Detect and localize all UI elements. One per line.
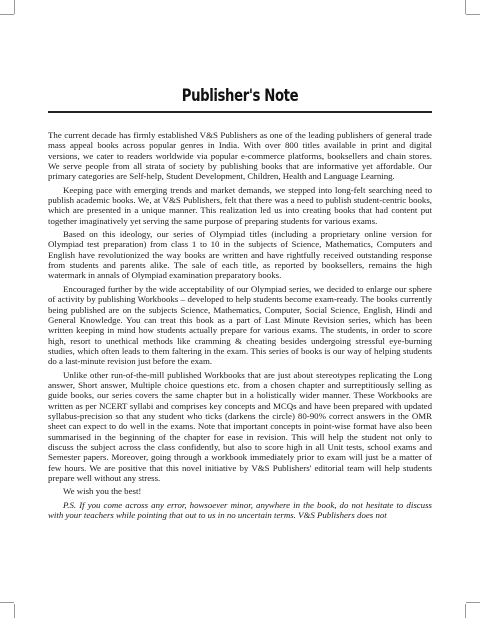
paragraph-olympiad-series: Based on this ideology, our series of Olympiad titles (including a proprietary online version for Olympiad test preparation) from class 1 to 10 in the subjects of Science, Mathematics, Computers and English have revolutionized the way books are written and have rightfully received outstanding response from students and parents alike. The sale of each title, as reported by booksellers, remains the high watermark in annals of Olympiad examination preparatory books. xyxy=(48,229,432,281)
crop-mark-top-left xyxy=(14,0,15,14)
note-body xyxy=(48,130,432,523)
paragraph-intro: The current decade has firmly established V&S Publishers as one of the leading publishers of general trade mass appeal books across popular genres in India. With over 800 titles available in print and digital versions, we cater to readers worldwide via popular e-commerce platforms, booksellers and chain stores. We serve people from all strata of society by publishing books that are informative yet affordable. Our primary categories are Self-help, Student Development, Children, Health and Language Learning. xyxy=(48,130,432,182)
paragraph-workbooks: Encouraged further by the wide acceptability of our Olympiad series, we decided to enlarge our sphere of activity by publishing Workbooks – developed to help students become exam-ready. The books currently being published are on the subjects Science, Mathematics, Computer, Social Science, English, Hindi and General Knowledge. You can treat this book as a part of Last Minute Revision series, which has been written keeping in mind how students actually prepare for various exams. The students, in order to score high, resort to unethical methods like cramming & cheating besides undergoing stressful eye-burning studies, which often leads to them faltering in the exam. This series of books is our way of helping students do a last-minute revision just before the exam. xyxy=(48,283,432,367)
page-title: Publisher's Note xyxy=(181,86,299,106)
crop-mark-bottom-left xyxy=(14,604,15,618)
title-underline xyxy=(48,111,432,113)
paragraph-postscript: P.S. If you come across any error, howsoever minor, anywhere in the book, do not hesitate to discuss with your teachers while pointing that out to us in no uncertain terms. V&S Publishers does not xyxy=(48,499,432,521)
paragraph-best-wishes: We wish you the best! xyxy=(63,486,142,497)
paragraph-ncert-workbooks: Unlike other run-of-the-mill published Workbooks that are just about stereotypes replicating the Long answer, Short answer, Multiple choice questions etc. from a chosen chapter and surreptitiously selling as guide books, our series covers the same chapter but in a holistically wider manner. These Workbooks are written as per NCERT syllabi and comprises key concepts and MCQs and have been prepared with updated syllabus-precision so that any student who ticks (darkens the circle) 80-90% correct answers in the OMR sheet can expect to do well in the exams. Note that important concepts in point-wise format have also been summarised in the beginning of the chapter for ease in revision. This will help the student not only to discuss the subject across the class confidently, but also to score high in all Unit tests, school exams and Semester papers. Moreover, going through a workbook immediately prior to exam will just be a matter of few hours. We are positive that this novel initiative by V&S Publishers' editorial team will help students prepare well without any stress. xyxy=(48,369,432,483)
crop-mark-bottom-right xyxy=(465,604,466,618)
crop-mark-left-bottom xyxy=(0,602,14,603)
crop-mark-right-bottom xyxy=(466,602,480,603)
crop-mark-top-right xyxy=(465,0,466,14)
crop-mark-right-top xyxy=(466,14,480,15)
crop-mark-left-top xyxy=(0,14,14,15)
paragraph-academic-books: Keeping pace with emerging trends and market demands, we stepped into long-felt searching need to publish academic books. We, at V&S Publishers, felt that there was a need to publish student-centric books, which are presented in a unique manner. This realization led us into creating books that had content put together imaginatively yet serving the same purpose of preparing students for various exams. xyxy=(48,184,432,226)
